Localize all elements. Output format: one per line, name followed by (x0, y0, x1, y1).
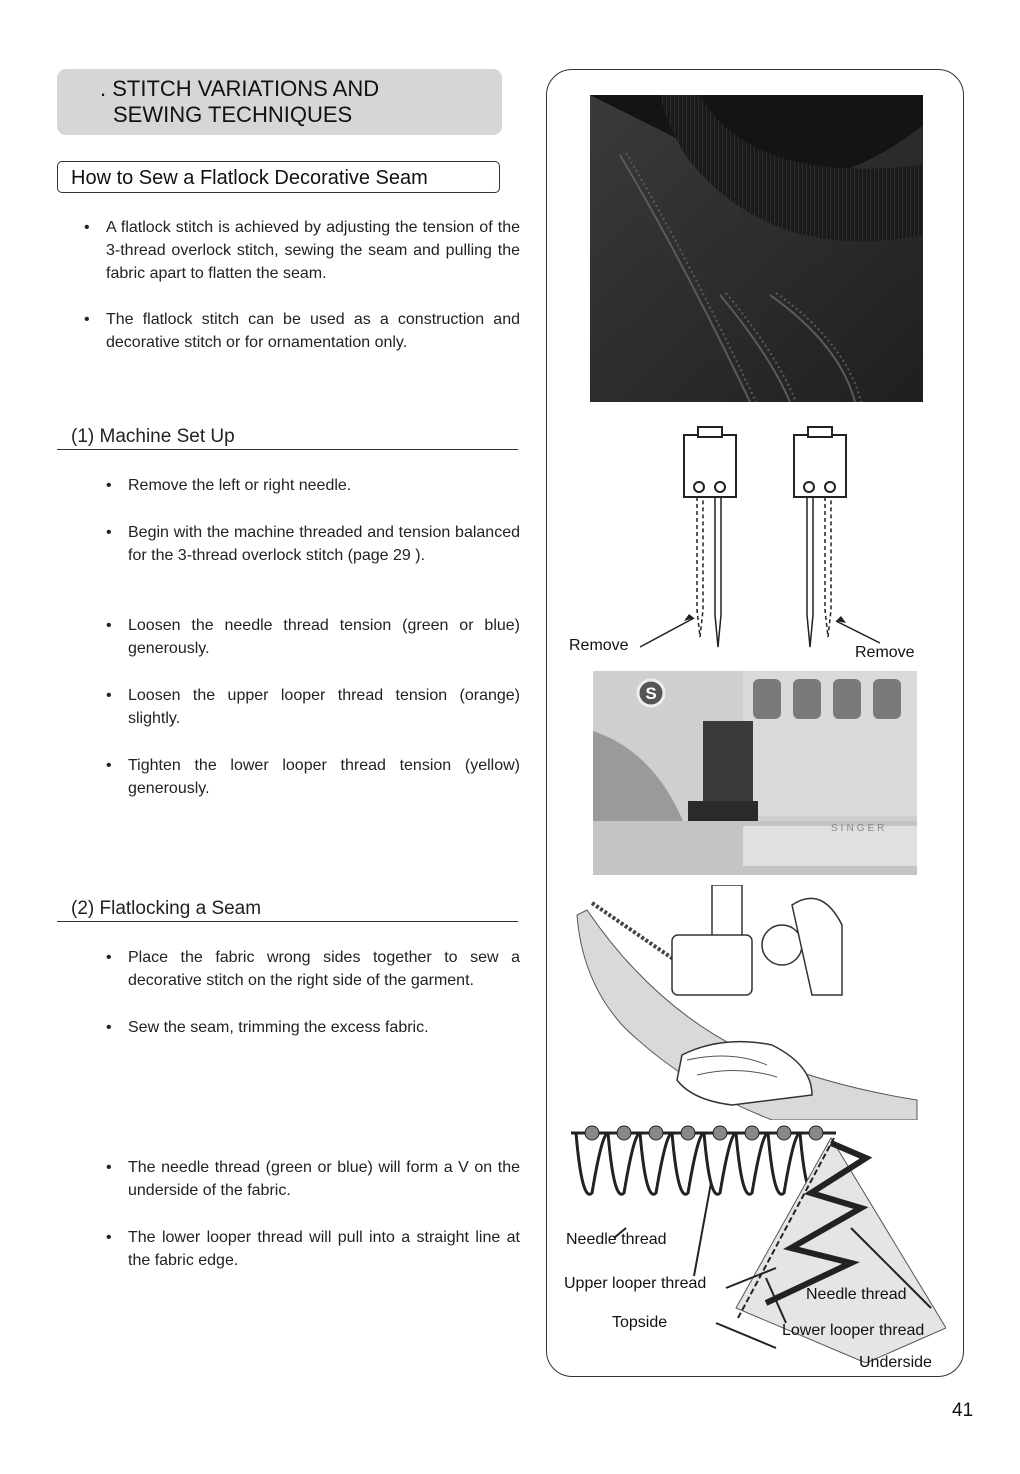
section-title-line1: . STITCH VARIATIONS AND (100, 76, 380, 101)
section-title-line2: SEWING TECHNIQUES (113, 102, 353, 127)
setup-bullet-2: • Begin with the machine threaded and tension balanced for the 3-thread overlock stitch (page 29 ). (106, 521, 520, 567)
page-number: 41 (952, 1400, 974, 1421)
diagram-label-topside: Topside (612, 1314, 668, 1331)
flatlock-bullet-2: • Sew the seam, trimming the excess fabric. (106, 1016, 520, 1039)
brand-label: SINGER (831, 823, 888, 834)
subtitle: How to Sew a Flatlock Decorative Seam (71, 167, 428, 189)
intro-bullet-2: • The flatlock stitch can be used as a construction and decorative stitch or for ornamentation only. (84, 308, 520, 354)
setup-bullet-4: • Loosen the upper looper thread tension (orange) slightly. (106, 684, 520, 730)
diagram-label-lower-looper: Lower looper thread (782, 1322, 925, 1339)
needle-label-left: Remove (569, 637, 629, 654)
diagram-label-needle-thread-top: Needle thread (566, 1231, 667, 1248)
diagram-label-needle-thread-under: Needle thread (806, 1286, 907, 1303)
needle-diagram (560, 425, 940, 670)
setup-heading: (1) Machine Set Up (57, 426, 518, 450)
flatlock-bullet-1: • Place the fabric wrong sides together to sew a decorative stitch on the right side of the garment. (106, 946, 520, 992)
needle-label-right: Remove (855, 644, 915, 661)
sewing-illustration (562, 885, 928, 1120)
flatlock-heading: (2) Flatlocking a Seam (57, 898, 518, 922)
setup-bullet-5: • Tighten the lower looper thread tension (yellow) generously. (106, 754, 520, 800)
flatlock-bullet-3: • The needle thread (green or blue) will form a V on the underside of the fabric. (106, 1156, 520, 1202)
intro-bullet-1: • A flatlock stitch is achieved by adjusting the tension of the 3-thread overlock stitch, sewing the seam and pulling the fabric apart to flatten the seam. (84, 216, 520, 285)
section-title (100, 76, 379, 128)
setup-bullet-1: • Remove the left or right needle. (106, 474, 520, 497)
garment-photo (590, 95, 923, 402)
logo-letter: S (645, 684, 657, 703)
setup-bullet-3: • Loosen the needle thread tension (green or blue) generously. (106, 614, 520, 660)
diagram-label-upper-looper: Upper looper thread (564, 1275, 707, 1292)
diagram-label-underside: Underside (859, 1354, 932, 1371)
flatlock-bullet-4: • The lower looper thread will pull into a straight line at the fabric edge. (106, 1226, 520, 1272)
machine-photo (593, 671, 917, 875)
